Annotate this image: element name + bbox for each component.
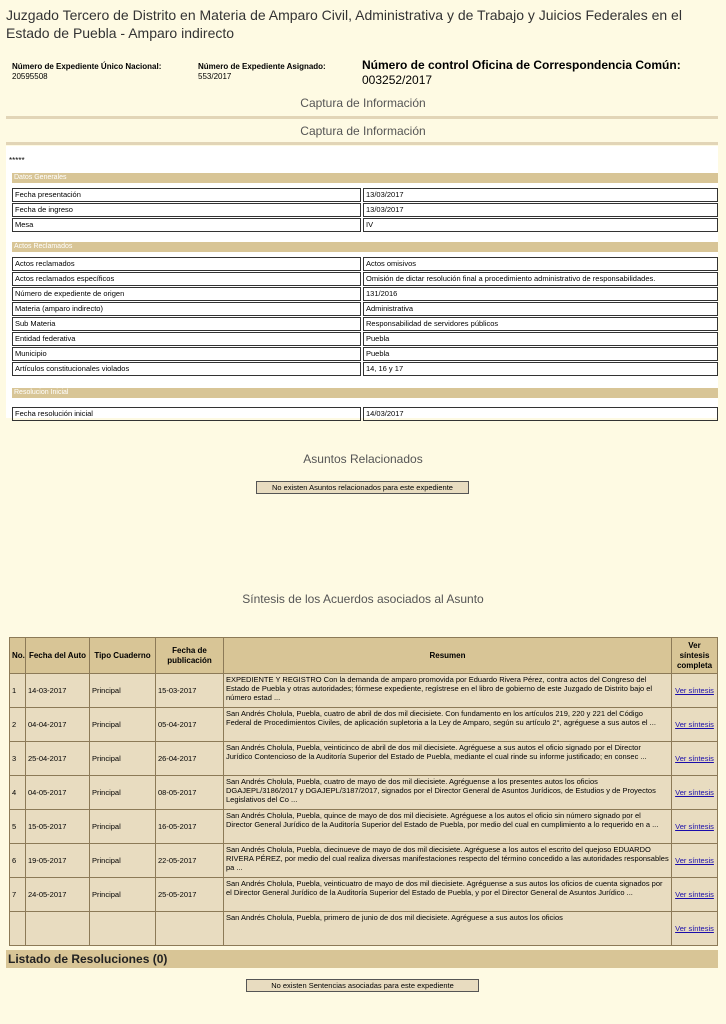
field-label: Mesa: [12, 218, 361, 232]
col-resumen: Resumen: [224, 638, 672, 674]
field-label: Materia (amparo indirecto): [12, 302, 361, 316]
cell-no: 7: [10, 878, 26, 912]
asuntos-empty-message: No existen Asuntos relacionados para este expediente: [256, 481, 469, 494]
col-fecha-publicacion: Fecha de publicación: [156, 638, 224, 674]
cell-no: 4: [10, 776, 26, 810]
stars-text: *****: [9, 156, 25, 165]
cell-tipo: Principal: [90, 776, 156, 810]
cell-ver: [672, 844, 718, 878]
cell-fecha-pub: 25-05-2017: [156, 878, 224, 912]
cell-tipo: Principal: [90, 878, 156, 912]
cell-tipo: [90, 912, 156, 946]
listado-empty-message: No existen Sentencias asociadas para este expediente: [246, 979, 479, 992]
ver-sintesis-link[interactable]: Ver síntesis: [675, 822, 714, 831]
cell-resumen: San Andrés Cholula, Puebla, quince de mayo de dos mil diecisiete. Agréguese a los autos el oficio sin número signado por el Director General Jurídico de la Auditoría Superior del Estado de Puebla, por medio del cual en cumplimiento a lo requerido en a ...: [224, 810, 672, 844]
cell-ver: [672, 810, 718, 844]
court-title: Juzgado Tercero de Distrito en Materia de Amparo Civil, Administrativa y de Trabajo y Juicios Federales en el Estado de Puebla - Amparo indirecto: [6, 7, 682, 41]
cell-ver: [672, 776, 718, 810]
cell-ver: [672, 708, 718, 742]
ver-sintesis-link[interactable]: Ver síntesis: [675, 754, 714, 763]
field-value: Responsabilidad de servidores públicos: [363, 317, 718, 331]
cell-fecha-pub: 05-04-2017: [156, 708, 224, 742]
cell-tipo: Principal: [90, 742, 156, 776]
cell-fecha-auto: 14-03-2017: [26, 674, 90, 708]
col-no: No.: [10, 638, 26, 674]
asuntos-title: Asuntos Relacionados: [303, 452, 423, 466]
cell-no: 6: [10, 844, 26, 878]
field-label: Fecha presentación: [12, 188, 361, 202]
cell-resumen: San Andrés Cholula, Puebla, diecinueve de mayo de dos mil diecisiete. Agréguese a los autos el escrito del quejoso EDUARDO RIVERA PÉREZ, por medio del cual realiza diversas manifestaciones respecto del término concedido a las autoridades responsables pa ...: [224, 844, 672, 878]
field-value: Actos omisivos: [363, 257, 718, 271]
field-value: 13/03/2017: [363, 203, 718, 217]
cell-resumen: EXPEDIENTE Y REGISTRO Con la demanda de amparo promovida por Eduardo Rivera Pérez, contra actos del Congreso del Estado de Puebla y otras autoridades; fórmese expediente, regístrese en el libro de gobierno de este Juzgado de Distrito bajo el número estad ...: [224, 674, 672, 708]
control-value: 003252/2017: [362, 73, 433, 87]
listado-resoluciones-title: Listado de Resoluciones (0): [6, 950, 718, 968]
ver-sintesis-link[interactable]: Ver síntesis: [675, 924, 714, 933]
sintesis-title: Síntesis de los Acuerdos asociados al Asunto: [242, 592, 484, 606]
band-resolucion-inicial: Resolucion Inicial: [12, 388, 718, 398]
cell-fecha-pub: 15-03-2017: [156, 674, 224, 708]
field-value: Puebla: [363, 347, 718, 361]
cell-tipo: Principal: [90, 708, 156, 742]
field-value: IV: [363, 218, 718, 232]
control-label: Número de control Oficina de Correspondencia Común:: [362, 58, 681, 72]
acuerdos-table: [9, 637, 718, 946]
cell-tipo: Principal: [90, 810, 156, 844]
field-label: Fecha de ingreso: [12, 203, 361, 217]
cell-fecha-auto: 19-05-2017: [26, 844, 90, 878]
table-row: [10, 810, 718, 844]
field-label: Actos reclamados específicos: [12, 272, 361, 286]
field-label: Número de expediente de origen: [12, 287, 361, 301]
field-label: Entidad federativa: [12, 332, 361, 346]
cell-fecha-auto: 24-05-2017: [26, 878, 90, 912]
cell-ver: [672, 878, 718, 912]
cell-no: [10, 912, 26, 946]
exp-nacional-label: Número de Expediente Único Nacional:: [12, 62, 162, 71]
field-label: Municipio: [12, 347, 361, 361]
cell-tipo: Principal: [90, 674, 156, 708]
cell-no: 2: [10, 708, 26, 742]
field-label: Fecha resolución inicial: [12, 407, 361, 421]
cell-ver: [672, 912, 718, 946]
field-value: 14, 16 y 17: [363, 362, 718, 376]
field-label: Actos reclamados: [12, 257, 361, 271]
cell-resumen: San Andrés Cholula, Puebla, cuatro de mayo de dos mil diecisiete. Agréguense a los presentes autos los oficios DGAJEPL/3186/2017 y DGAJEPL/3187/2017, signados por el Director General de Asuntos Jurídicos, de Estudios y de Proyectos Legislativos del Co ...: [224, 776, 672, 810]
field-value: 14/03/2017: [363, 407, 718, 421]
col-tipo-cuaderno: Tipo Cuaderno: [90, 638, 156, 674]
cell-fecha-pub: 08-05-2017: [156, 776, 224, 810]
band-actos-reclamados: Actos Reclamados: [12, 242, 718, 252]
cell-no: 5: [10, 810, 26, 844]
cell-fecha-auto: 04-04-2017: [26, 708, 90, 742]
cell-resumen: San Andrés Cholula, Puebla, veinticuatro de mayo de dos mil diecisiete. Agréguense a sus autos los oficios de cuenta signados por el Director General Jurídico de la Auditoría Superior del Estado de Puebla, y por el Director General de Asuntos Jurídico ...: [224, 878, 672, 912]
table-row: [10, 742, 718, 776]
ver-sintesis-link[interactable]: Ver síntesis: [675, 856, 714, 865]
cell-fecha-pub: 22-05-2017: [156, 844, 224, 878]
table-row: [10, 878, 718, 912]
cell-ver: [672, 674, 718, 708]
field-label: Sub Materia: [12, 317, 361, 331]
captura-title-1: Captura de Información: [300, 96, 426, 110]
exp-asignado-label: Número de Expediente Asignado:: [198, 62, 326, 71]
ver-sintesis-link[interactable]: Ver síntesis: [675, 686, 714, 695]
table-row: [10, 844, 718, 878]
field-label: Artículos constitucionales violados: [12, 362, 361, 376]
field-value: Omisión de dictar resolución final a procedimiento administrativo de responsabilidades.: [363, 272, 718, 286]
field-value: 131/2016: [363, 287, 718, 301]
cell-no: 3: [10, 742, 26, 776]
table-row: [10, 674, 718, 708]
cell-fecha-auto: 04-05-2017: [26, 776, 90, 810]
cell-ver: [672, 742, 718, 776]
col-fecha-auto: Fecha del Auto: [26, 638, 90, 674]
cell-fecha-pub: 26-04-2017: [156, 742, 224, 776]
col-ver-sintesis: Ver síntesis completa: [672, 638, 718, 674]
ver-sintesis-link[interactable]: Ver síntesis: [675, 890, 714, 899]
cell-fecha-auto: 15-05-2017: [26, 810, 90, 844]
field-value: Administrativa: [363, 302, 718, 316]
cell-no: 1: [10, 674, 26, 708]
field-value: 13/03/2017: [363, 188, 718, 202]
cell-fecha-auto: 25-04-2017: [26, 742, 90, 776]
table-row: [10, 912, 718, 946]
cell-resumen: San Andrés Cholula, Puebla, cuatro de abril de dos mil diecisiete. Con fundamento en los artículos 219, 220 y 221 del Código Federal de Procedimientos Civiles, de aplicación supletoria a la Ley de Amparo, según su artículo 2°, agréguese a sus autos el ...: [224, 708, 672, 742]
cell-resumen: San Andrés Cholula, Puebla, primero de junio de dos mil diecisiete. Agréguese a sus autos los oficios: [224, 912, 672, 946]
table-row: [10, 708, 718, 742]
exp-nacional-value: 20595508: [12, 72, 48, 81]
ver-sintesis-link[interactable]: Ver síntesis: [675, 788, 714, 797]
cell-fecha-auto: [26, 912, 90, 946]
field-value: Puebla: [363, 332, 718, 346]
cell-fecha-pub: 16-05-2017: [156, 810, 224, 844]
band-datos-generales: Datos Generales: [12, 173, 718, 183]
table-header-row: [10, 638, 718, 674]
cell-fecha-pub: [156, 912, 224, 946]
exp-asignado-value: 553/2017: [198, 72, 232, 81]
cell-resumen: San Andrés Cholula, Puebla, veinticinco de abril de dos mil diecisiete. Agréguese a sus autos el oficio signado por el Director Jurídico Contencioso de la Auditoría Superior del Estado de Puebla, mediante el cual rinde su informe justificado; en consec ...: [224, 742, 672, 776]
captura-title-2: Captura de Información: [300, 124, 426, 138]
ver-sintesis-link[interactable]: Ver síntesis: [675, 720, 714, 729]
cell-tipo: Principal: [90, 844, 156, 878]
table-row: [10, 776, 718, 810]
